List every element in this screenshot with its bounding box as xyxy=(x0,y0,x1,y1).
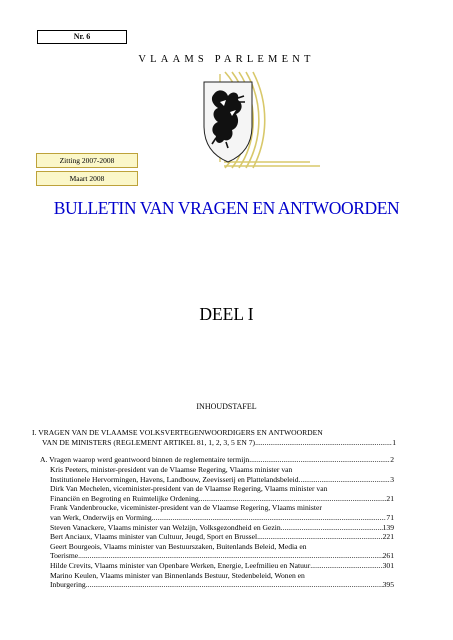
toc-section-i-line1: I. VRAGEN VAN DE VLAAMSE VOLKSVERTEGENWOORDIGERS EN ANTWOORDEN xyxy=(32,428,323,437)
toc-entry-line1: Marino Keulen, Vlaams minister van Binnenlands Bestuur, Stedenbeleid, Wonen en xyxy=(50,570,305,580)
toc-entry-line2 xyxy=(50,475,394,485)
toc-entry-text: A. Vragen waarop werd geantwoord binnen de reglementaire termijn xyxy=(40,455,250,464)
toc-page-number: 139 xyxy=(382,522,394,532)
document-title: BULLETIN VAN VRAGEN EN ANTWOORDEN xyxy=(53,198,400,218)
toc-entry-line2 xyxy=(50,513,394,523)
toc-entry-text: Steven Vanackere, Vlaams minister van Welzijn, Volksgezondheid en Gezin xyxy=(50,522,281,532)
toc-section-i-line2 xyxy=(32,438,396,448)
issue-number-box xyxy=(37,30,127,44)
toc-section-i xyxy=(32,428,396,447)
date-box xyxy=(36,171,138,186)
toc-page-number: 261 xyxy=(382,551,394,561)
toc-entry-text: Hilde Crevits, Vlaams minister van Openbare Werken, Energie, Leefmilieu en Natuur xyxy=(50,560,311,570)
toc-page-number: 2 xyxy=(390,455,394,464)
toc-section-a xyxy=(40,455,394,465)
toc-entry-line2 xyxy=(50,561,394,571)
session-box xyxy=(36,153,138,168)
toc-page-number: 21 xyxy=(386,493,394,503)
toc-entry-line1: Dirk Van Mechelen, viceminister-president van de Vlaamse Regering, Vlaams minister van xyxy=(50,484,328,494)
toc-section-a-line xyxy=(40,455,394,465)
toc-entry-line2 xyxy=(50,580,394,590)
toc-entry-line1: Frank Vandenbroucke, viceminister-president van de Vlaamse Regering, Vlaams minister xyxy=(50,503,322,513)
toc-entry-line2 xyxy=(50,551,394,561)
toc-dot-leader xyxy=(152,513,387,523)
toc-entry-line1: Geert Bourgeois, Vlaams minister van Bestuurszaken, Buitenlands Beleid, Media en xyxy=(50,541,307,551)
toc-entry-text: Financiën en Begroting en Ruimtelijke Ordening xyxy=(50,493,199,503)
issue-number: Nr. 6 xyxy=(73,32,91,41)
toc-entry-text: van Werk, Onderwijs en Vorming xyxy=(50,512,152,522)
toc-entry-text: VAN DE MINISTERS (REGLEMENT ARTIKEL 81, 1, 2, 3, 5 EN 7) xyxy=(42,437,256,447)
toc-entry-line2 xyxy=(50,523,394,533)
toc-entry-line2 xyxy=(50,532,394,542)
toc-dot-leader xyxy=(255,438,392,448)
toc-page-number: 221 xyxy=(382,532,394,542)
toc-page-number: 3 xyxy=(390,474,394,484)
toc-dot-leader xyxy=(281,523,383,533)
toc-page-number: 301 xyxy=(382,560,394,570)
lion-shield-icon xyxy=(204,82,252,162)
toc-dot-leader xyxy=(199,494,387,504)
toc-dot-leader xyxy=(299,475,391,485)
toc-entry-text: Toerisme xyxy=(50,551,79,561)
toc-entries-list xyxy=(50,465,394,590)
toc-entry-line2 xyxy=(50,494,394,504)
session-label: Zitting 2007-2008 xyxy=(59,156,115,165)
toc-dot-leader xyxy=(86,580,383,590)
flemish-parliament-logo xyxy=(180,68,350,174)
toc-entry-line1: Kris Peeters, minister-president van de Vlaamse Regering, Vlaams minister van xyxy=(50,465,293,474)
toc-dot-leader xyxy=(78,551,382,561)
toc-page-number: 395 xyxy=(382,580,394,590)
toc-entry-text: Institutionele Hervormingen, Havens, Landbouw, Zeevisserij en Plattelandsbeleid xyxy=(50,474,299,484)
toc-dot-leader xyxy=(310,561,382,571)
toc-entry-text: Inburgering xyxy=(50,580,86,590)
institution-name: VLAAMS PARLEMENT xyxy=(138,54,315,65)
toc-heading: INHOUDSTAFEL xyxy=(196,402,257,411)
toc-page-number: 71 xyxy=(386,512,394,522)
toc-dot-leader xyxy=(257,532,383,542)
toc-page-number: 1 xyxy=(392,437,396,447)
toc-entry-text: Bert Anciaux, Vlaams minister van Cultuur, Jeugd, Sport en Brussel xyxy=(50,532,258,542)
date-label: Maart 2008 xyxy=(69,174,105,183)
part-title: DEEL I xyxy=(199,304,254,324)
toc-dot-leader xyxy=(249,455,390,465)
